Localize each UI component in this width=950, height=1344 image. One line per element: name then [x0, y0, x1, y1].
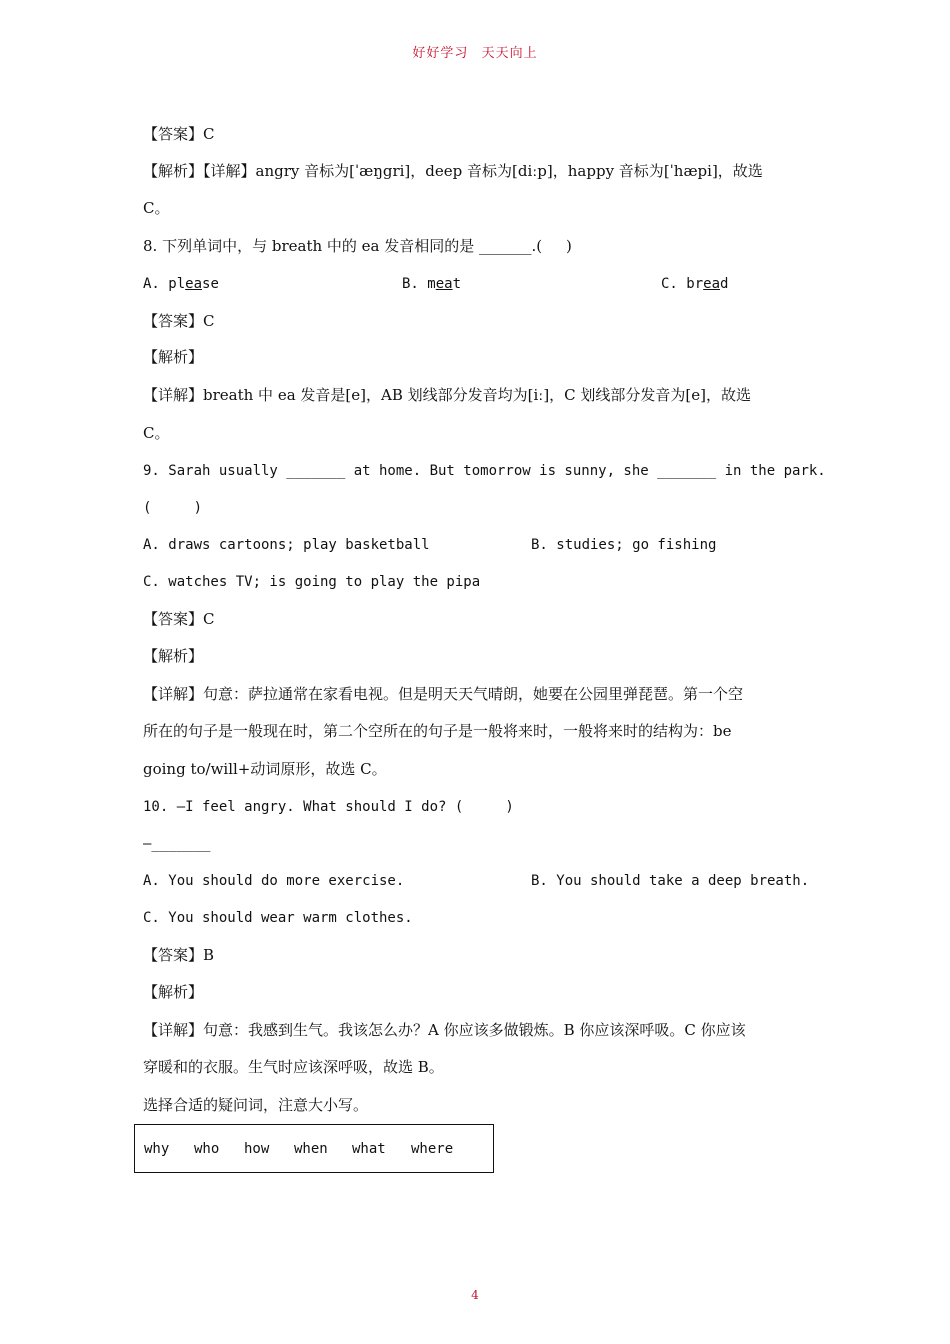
explanation-9-line2: 所在的句子是一般现在时，第二个空所在的句子是一般将来时，一般将来时的结构为：be	[143, 722, 732, 740]
word-bank-item: who	[194, 1141, 220, 1157]
explanation-8-line2: C。	[143, 424, 170, 442]
word-bank-item: why	[144, 1141, 170, 1157]
explanation-7-line1: 【解析】【详解】angry 音标为[ˈæŋgri]，deep 音标为[diːp]，happy 音标为[ˈhæpi]，故选	[143, 162, 763, 180]
answer-9: 【答案】C	[143, 610, 215, 628]
page-number: 4	[471, 1288, 479, 1302]
q8-b-prefix: B. m	[402, 276, 436, 292]
question-8: 8. 下列单词中，与 breath 中的 ea 发音相同的是 _______.( )	[143, 237, 572, 255]
header-left: 好好学习	[412, 46, 469, 61]
q8-option-b	[402, 274, 461, 294]
explanation-7-line2: C。	[143, 199, 170, 217]
q9-option-c: C. watches TV; is going to play the pipa	[143, 574, 481, 590]
explanation-9-line1: 【详解】句意：萨拉通常在家看电视。但是明天天气晴朗，她要在公园里弹琵琶。第一个空	[143, 685, 744, 703]
header-right: 天天向上	[481, 46, 538, 61]
q10-option-c: C. You should wear warm clothes.	[143, 910, 413, 926]
analysis-8-label: 【解析】	[143, 348, 204, 366]
q10-option-b: B. You should take a deep breath.	[531, 873, 810, 889]
q8-option-a	[143, 274, 219, 294]
explanation-8-line1: 【详解】breath 中 ea 发音是[e]，AB 划线部分发音均为[iː]，C 划线部分发音为[e]，故选	[143, 386, 751, 404]
q9-option-b: B. studies; go fishing	[531, 537, 717, 553]
section-instruction: 选择合适的疑问词，注意大小写。	[143, 1096, 369, 1114]
q10-option-a: A. You should do more exercise.	[143, 873, 405, 889]
q8-b-suffix: t	[452, 276, 462, 292]
answer-10: 【答案】B	[143, 946, 215, 964]
analysis-9-label: 【解析】	[143, 647, 204, 665]
question-10-line2: —_______	[143, 836, 211, 852]
q8-option-c	[661, 274, 728, 294]
q8-c-underline: ea	[703, 276, 721, 292]
page-header	[0, 42, 950, 61]
q9-option-a: A. draws cartoons; play basketball	[143, 537, 430, 553]
explanation-9-line3: going to/will+动词原形，故选 C。	[143, 760, 387, 778]
word-bank-box	[134, 1124, 494, 1173]
question-9-line1: 9. Sarah usually _______ at home. But tomorrow is sunny, she _______ in the park.	[143, 463, 826, 479]
explanation-10-line1: 【详解】句意：我感到生气。我该怎么办？A 你应该多做锻炼。B 你应该深呼吸。C 你应该	[143, 1021, 746, 1039]
q8-a-underline: ea	[185, 276, 203, 292]
answer-7: 【答案】C	[143, 125, 215, 143]
word-bank-item: where	[411, 1141, 454, 1157]
q8-a-prefix: A. pl	[143, 276, 186, 292]
word-bank-item: when	[294, 1141, 328, 1157]
q8-c-prefix: C. br	[661, 276, 704, 292]
answer-8: 【答案】C	[143, 312, 215, 330]
word-bank-item: what	[352, 1141, 386, 1157]
q8-b-underline: ea	[435, 276, 453, 292]
q8-a-suffix: se	[202, 276, 219, 292]
question-9-line2: ( )	[143, 500, 203, 516]
question-10-line1: 10. —I feel angry. What should I do? ( )	[143, 799, 514, 815]
q8-c-suffix: d	[720, 276, 729, 292]
analysis-10-label: 【解析】	[143, 983, 204, 1001]
word-bank-item: how	[244, 1141, 270, 1157]
explanation-10-line2: 穿暖和的衣服。生气时应该深呼吸，故选 B。	[143, 1058, 444, 1076]
